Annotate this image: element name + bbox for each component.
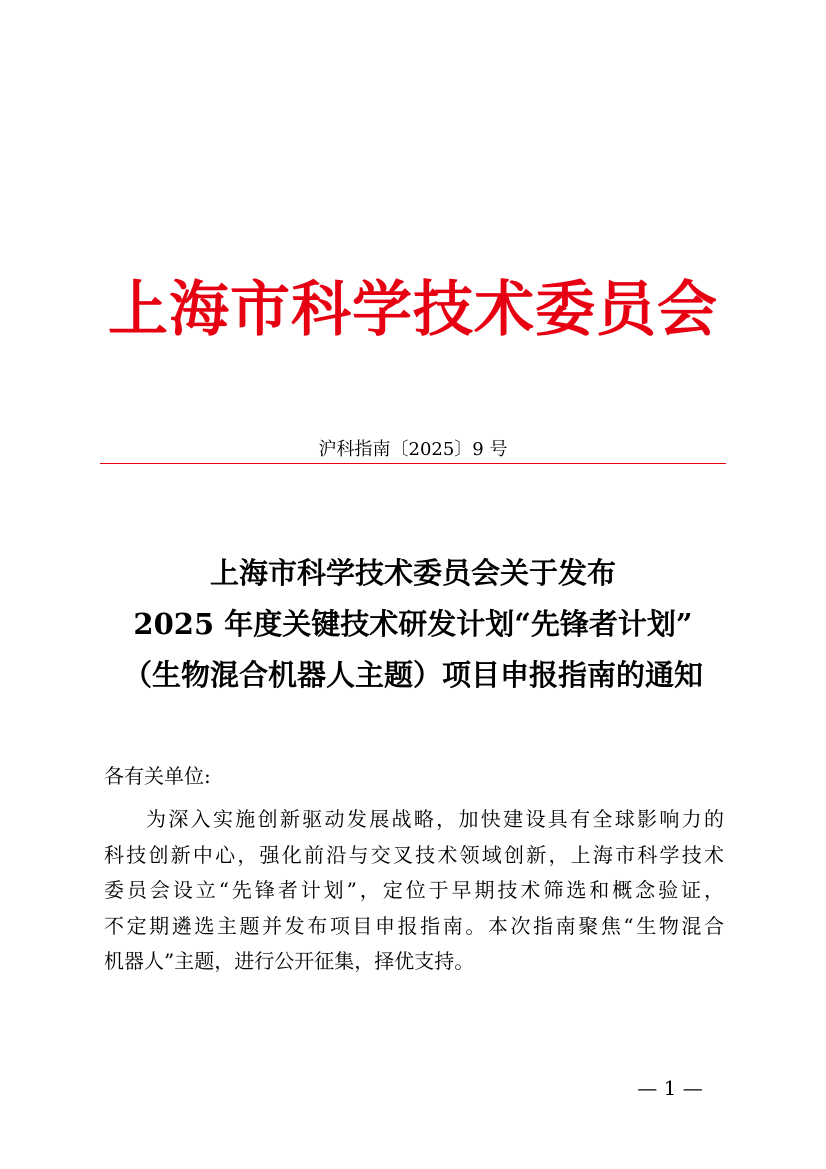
- page-number: — 1 —: [637, 1076, 703, 1100]
- paragraph-line: 不定期遴选主题并发布项目申报指南。本次指南聚焦“生物混合: [104, 913, 724, 938]
- paragraph-line: 为深入实施创新驱动发展战略，加快建设具有全球影响力的: [146, 807, 724, 831]
- issuing-authority-header: 上海市科学技术委员会: [108, 275, 718, 345]
- body-paragraph: [104, 802, 724, 980]
- paragraph-line: 机器人”主题，进行公开征集，择优支持。: [104, 949, 475, 973]
- paragraph-line: 科技创新中心，强化前沿与交叉技术领域创新，上海市科学技术: [104, 842, 724, 867]
- title-line: 2025 年度关键技术研发计划“先锋者计划”: [133, 607, 693, 641]
- notice-title: [80, 548, 746, 701]
- header-divider-line: [100, 463, 726, 464]
- title-line: 上海市科学技术委员会关于发布: [209, 556, 616, 590]
- document-number: 沪科指南〔2025〕9 号: [318, 439, 508, 460]
- salutation: 各有关单位:: [104, 764, 211, 788]
- paragraph-line: 委员会设立“先锋者计划”，定位于早期技术筛选和概念验证，: [104, 878, 724, 902]
- title-line: （生物混合机器人主题）项目申报指南的通知: [122, 658, 703, 692]
